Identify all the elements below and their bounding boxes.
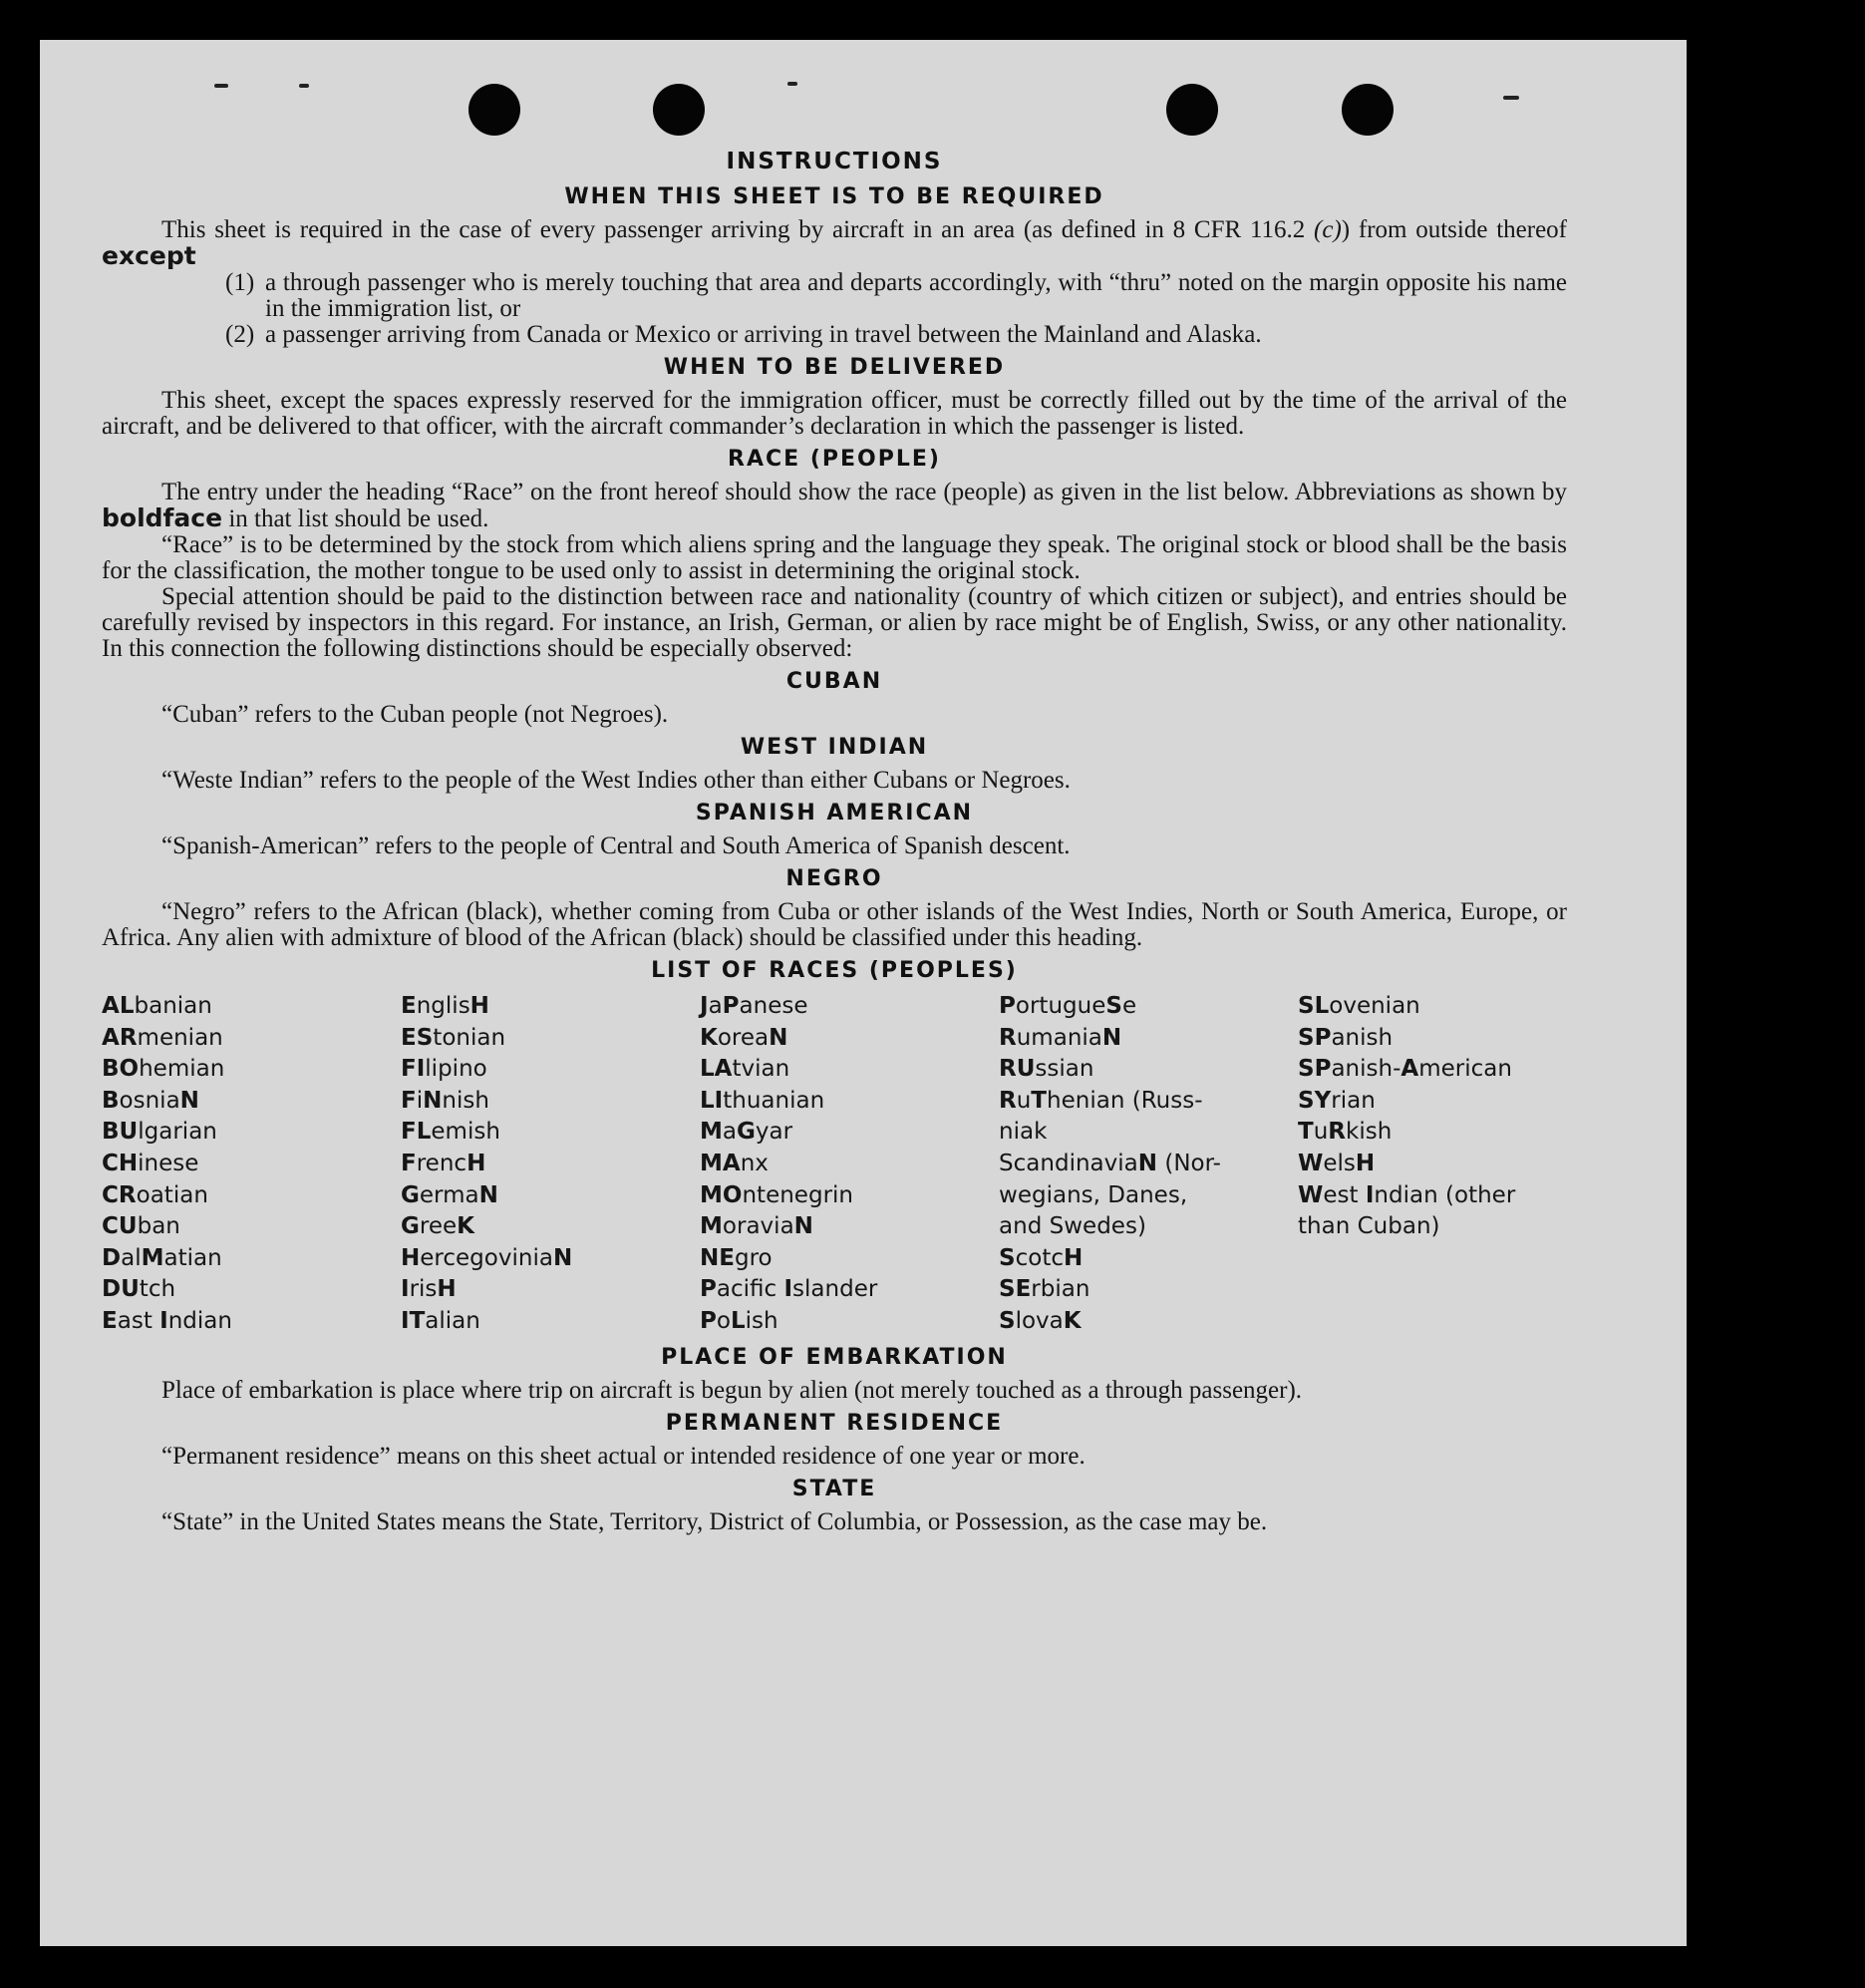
race-entry: MoraviaN (700, 1213, 813, 1240)
race-entry: BOhemian (102, 1056, 225, 1083)
race-entry: JaPanese (700, 993, 808, 1019)
races-column (401, 991, 670, 1338)
race-entry: RuThenian (Russ- niak (999, 1087, 1203, 1146)
race-entry: LIthuanian (700, 1087, 825, 1114)
race-entry: CUban (102, 1213, 180, 1240)
cuban-text: “Cuban” refers to the Cuban people (not Negroes). (161, 701, 669, 728)
race-entry: West Indian (other than Cuban) (1298, 1181, 1516, 1240)
heading-state: STATE (791, 1476, 877, 1501)
race-paragraph-2: “Race” is to be determined by the stock from which aliens spring and the language they speak. The original stock or blood shall be the basis for the classification, the mother tongue to be used only to assist in determining the original stock. (102, 531, 1567, 584)
races-column (700, 991, 969, 1338)
heading-when-required: WHEN THIS SHEET IS TO BE REQUIRED (564, 184, 1104, 209)
race-paragraph-1: The entry under the heading “Race” on the front hereof should show the race (people) as given in the list below. Abbreviations as shown by boldface in that list should be used. (102, 479, 1567, 532)
heading-negro: NEGRO (785, 866, 883, 891)
race-entry: EnglisH (401, 993, 489, 1019)
race-entry: IrisH (401, 1276, 457, 1303)
west-indian-text: “Weste Indian” refers to the people of the West Indies other than either Cubans or Negroes. (161, 767, 1071, 794)
race-entry: PoLish (700, 1307, 778, 1334)
race-entry: SLovenian (1298, 993, 1420, 1019)
punch-hole (653, 84, 705, 136)
race-entry: GermaN (401, 1181, 498, 1208)
instructions-title: INSTRUCTIONS (726, 149, 943, 174)
heading-permanent-residence: PERMANENT RESIDENCE (665, 1410, 1004, 1436)
scan-mark (1503, 96, 1519, 100)
race-entry: FLemish (401, 1119, 500, 1146)
race-entry: FIlipino (401, 1056, 487, 1083)
race-entry: ARmenian (102, 1024, 223, 1051)
race-entry: SlovaK (999, 1307, 1082, 1334)
heading-spanish-american: SPANISH AMERICAN (695, 801, 974, 826)
heading-race-people: RACE (PEOPLE) (728, 447, 941, 472)
delivered-text: This sheet, except the spaces expressly reserved for the immigration officer, must be correctly filled out by the time of the arrival of the aircraft, and be delivered to that officer, with the aircraft commander’s declaration in which the passenger is listed. (102, 387, 1567, 440)
scan-mark (787, 82, 797, 86)
race-entry: East Indian (102, 1307, 232, 1334)
race-entry: Pacifc Islander (700, 1276, 878, 1303)
race-entry: SYrian (1298, 1087, 1376, 1114)
race-entry: GreeK (401, 1213, 474, 1240)
race-entry: MOntenegrin (700, 1181, 853, 1208)
races-column (999, 991, 1268, 1338)
spanish-american-text: “Spanish-American” refers to the people of Central and South America of Spanish descent. (161, 832, 1071, 859)
race-entry: DUtch (102, 1276, 176, 1303)
race-entry: ScandinaviaN (Nor- wegians, Danes, and Swedes) (999, 1150, 1221, 1240)
scan-mark (299, 84, 309, 88)
race-entry: KoreaN (700, 1024, 788, 1051)
race-entry: MAnx (700, 1150, 769, 1176)
state-text: “State” in the United States means the State, Territory, District of Columbia, or Possession, as the case may be. (161, 1507, 1268, 1535)
heading-west-indian: WEST INDIAN (740, 735, 929, 760)
race-entry: HercegoviniaN (401, 1244, 573, 1271)
race-paragraph-3: Special attention should be paid to the distinction between race and nationality (country of which citizen or subject), and entries should be carefully revised by inspectors in this regard. For instance, an Irish, German, or alien by race might be of English, Swiss, or any other nationality. In this connection the following distinctions should be especially observed: (102, 583, 1567, 662)
race-entry: ALbanian (102, 993, 212, 1019)
race-entry: ITalian (401, 1307, 480, 1334)
races-column (1298, 991, 1567, 1338)
race-entry: RumaniaN (999, 1024, 1122, 1051)
race-entry: PortugueSe (999, 993, 1137, 1019)
exception-list (225, 270, 1567, 348)
race-entry: NEgro (700, 1244, 773, 1271)
exception-item: (1) a through passenger who is merely touching that area and departs accordingly, with “thru” noted on the margin opposite his name in the immigration list, or (225, 269, 1567, 322)
races-list (102, 991, 1567, 1338)
document-page (40, 40, 1687, 1946)
race-entry: CRoatian (102, 1181, 208, 1208)
embarkation-text: Place of embarkation is place where trip on aircraft is begun by alien (not merely touched as a through passenger). (161, 1376, 1303, 1404)
race-entry: EStonian (401, 1024, 506, 1051)
race-entry: FrencH (401, 1150, 486, 1176)
race-entry: LAtvian (700, 1056, 790, 1083)
negro-text: “Negro” refers to the African (black), whether coming from Cuba or other islands of the West Indies, North or South America, Europe, or Africa. Any alien with admixture of blood of the African (black) should be classified under this heading. (102, 898, 1567, 951)
required-intro: This sheet is required in the case of every passenger arriving by aircraft in an area (as defined in 8 CFR 116.2 (c)) from outside thereof except (102, 216, 1567, 270)
race-entry: SErbian (999, 1276, 1090, 1303)
instructions-content (102, 148, 1567, 1535)
race-entry: FiNnish (401, 1087, 489, 1114)
scan-mark (214, 84, 228, 88)
boldface-emphasis: boldface (102, 503, 223, 532)
race-entry: BUlgarian (102, 1119, 217, 1146)
race-entry: ScotcH (999, 1244, 1084, 1271)
heading-when-delivered: WHEN TO BE DELIVERED (663, 355, 1006, 380)
punch-hole (468, 84, 520, 136)
exception-item: (2) a passenger arriving from Canada or Mexico or arriving in travel between the Mainland and Alaska. (225, 321, 1262, 348)
race-entry: BosniaN (102, 1087, 199, 1114)
races-column (102, 991, 371, 1338)
race-entry: SPanish-American (1298, 1056, 1512, 1083)
race-entry: RUssian (999, 1056, 1094, 1083)
race-entry: TuRkish (1298, 1119, 1393, 1146)
residence-text: “Permanent residence” means on this sheet actual or intended residence of one year or more. (161, 1442, 1086, 1470)
race-entry: MaGyar (700, 1119, 793, 1146)
race-entry: CHinese (102, 1150, 199, 1176)
heading-cuban: CUBAN (785, 669, 883, 694)
race-entry: DalMatian (102, 1244, 222, 1271)
heading-list-of-races: LIST OF RACES (PEOPLES) (651, 958, 1018, 983)
race-entry: WelsH (1298, 1150, 1376, 1176)
punch-hole (1166, 84, 1218, 136)
race-entry: SPanish (1298, 1024, 1394, 1051)
heading-place-of-embarkation: PLACE OF EMBARKATION (661, 1344, 1008, 1370)
punch-hole (1342, 84, 1394, 136)
except-emphasis: except (102, 241, 196, 270)
